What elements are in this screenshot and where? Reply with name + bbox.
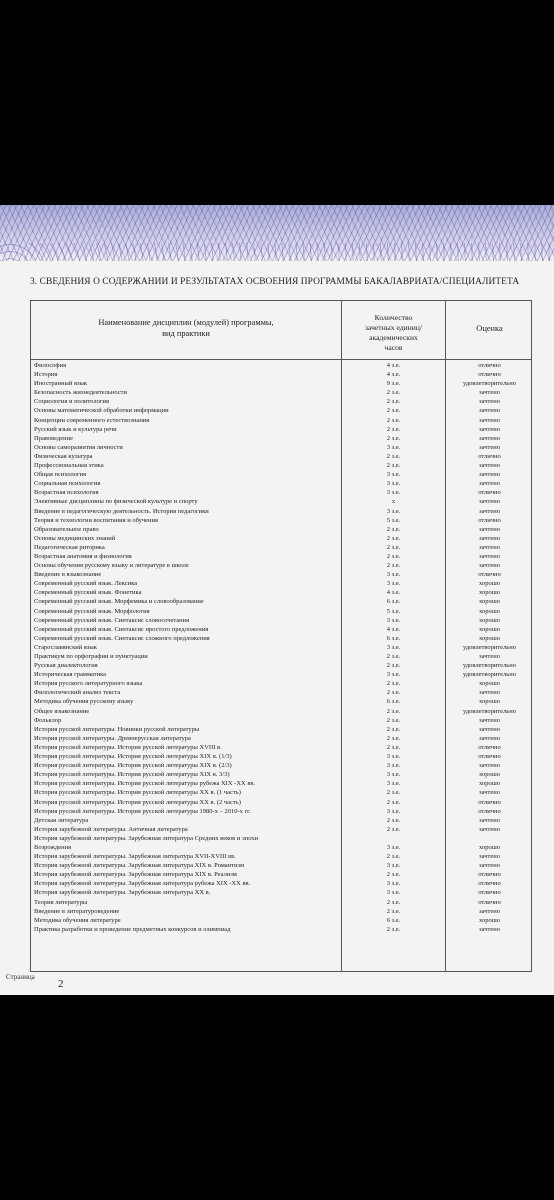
discipline-name: Филологический анализ текста (34, 689, 121, 697)
discipline-name: Социология и политология (34, 398, 109, 406)
discipline-name: Практика разработки и проведение предметных конкурсов и олимпиад (34, 925, 231, 933)
credits-cell: х (391, 498, 396, 506)
discipline-name: История русского литературного языка (34, 680, 143, 688)
table-row (31, 525, 531, 534)
grade-cell: отлично (478, 516, 501, 524)
credits-cell: 2 з.е. (386, 662, 401, 670)
discipline-name: Русская диалектология (34, 662, 98, 670)
grade-cell: отлично (478, 898, 501, 906)
credits-cell: 2 з.е. (386, 743, 401, 751)
discipline-name: История русской литературы. История русской литературы 1980-х – 2010-х гг. (34, 807, 251, 815)
discipline-name: История русской литературы. История русской литературы XVIII в. (34, 743, 222, 751)
grade-cell: зачтено (479, 434, 500, 442)
discipline-name: История русской литературы. История русской литературы XX в. (2 часть) (34, 798, 241, 806)
credits-cell: 2 з.е. (386, 707, 401, 715)
discipline-name: Детская литература (34, 816, 89, 824)
grade-cell: хорошо (478, 616, 500, 624)
credits-cell: 2 з.е. (386, 407, 401, 415)
grade-cell: отлично (478, 371, 501, 379)
discipline-name: Введение в педагогическую деятельность. История педагогики (34, 507, 209, 515)
credits-cell: 2 з.е. (386, 689, 401, 697)
header-grade: Оценка (476, 324, 503, 333)
credits-cell: 3 з.е. (386, 671, 401, 679)
credits-cell: 9 з.е. (386, 380, 401, 388)
header-credits: Количество зачетных единиц/ академических часов (365, 313, 422, 352)
grade-cell: зачтено (479, 471, 500, 479)
credits-cell: 4 з.е. (386, 625, 401, 633)
discipline-name: Теория и технологии воспитания и обучения (34, 516, 158, 524)
credits-cell: 2 з.е. (386, 416, 401, 424)
table-row (31, 416, 531, 425)
table-row (31, 870, 531, 879)
table-row (31, 670, 531, 679)
table-row (31, 734, 531, 743)
discipline-name: Возрастная психология (34, 489, 99, 497)
table-row (31, 807, 531, 816)
grade-cell: зачтено (479, 398, 500, 406)
grade-cell: зачтено (479, 543, 500, 551)
credits-cell: 3 з.е. (386, 880, 401, 888)
table-row (31, 634, 531, 643)
grade-cell: хорошо (478, 580, 500, 588)
grade-cell: удовлетворительно (462, 707, 516, 715)
table-row (31, 743, 531, 752)
discipline-name: История зарубежной литературы. Зарубежная литература XIX в. Романтизм (34, 862, 245, 870)
discipline-name: История русской литературы. Новинки русской литературы (34, 725, 200, 733)
grade-cell: зачтено (479, 862, 500, 870)
credits-cell: 3 з.е. (386, 580, 401, 588)
discipline-name: Социальная психология (34, 480, 101, 488)
grade-cell: зачтено (479, 853, 500, 861)
grade-cell: хорошо (478, 634, 500, 642)
credits-cell: 2 з.е. (386, 543, 401, 551)
credits-cell: 3 з.е. (386, 571, 401, 579)
discipline-name: Иностранный язык (34, 380, 88, 388)
discipline-name: Современный русский язык. Фонетика (34, 589, 142, 597)
credits-cell: 6 з.е. (386, 698, 401, 706)
table-row (31, 843, 531, 852)
discipline-name: Основы саморазвития личности (34, 443, 123, 451)
credits-cell: 3 з.е. (386, 507, 401, 515)
grade-cell: зачтено (479, 725, 500, 733)
table-row (31, 497, 531, 506)
table-row (31, 725, 531, 734)
discipline-name: Русский язык и культура речи (34, 425, 117, 433)
discipline-name: Фольклор (34, 716, 62, 724)
discipline-name: История зарубежной литературы. Зарубежная литература рубежа XIX -XX вв. (34, 880, 251, 888)
credits-cell: 4 з.е. (386, 589, 401, 597)
discipline-name: Концепции современного естествознания (34, 416, 150, 424)
grade-cell: удовлетворительно (462, 380, 516, 388)
table-row (31, 761, 531, 770)
page-label: Страница (6, 973, 35, 981)
discipline-name: Старославянский язык (34, 643, 97, 651)
table-body (31, 361, 531, 934)
credits-cell: 2 з.е. (386, 907, 401, 915)
document-page (0, 205, 554, 995)
discipline-name: Элективные дисциплины по физической культуре и спорту (34, 498, 198, 506)
grade-cell: зачтено (479, 425, 500, 433)
grade-cell: зачтено (479, 762, 500, 770)
grade-cell: хорошо (478, 680, 500, 688)
discipline-name: Методика обучения русскому языку (34, 698, 134, 706)
grade-cell: хорошо (478, 843, 500, 851)
grade-cell: отлично (478, 489, 501, 497)
table-row (31, 552, 531, 561)
credits-cell: 2 з.е. (386, 534, 401, 542)
credits-cell: 2 з.е. (386, 853, 401, 861)
discipline-name: Философия (34, 362, 67, 369)
credits-cell: 3 з.е. (386, 780, 401, 788)
table-row (31, 679, 531, 688)
table-row (31, 597, 531, 606)
credits-cell: 6 з.е. (386, 916, 401, 924)
discipline-name: История зарубежной литературы. Зарубежная литература XVII-XVIII вв. (34, 853, 236, 861)
grade-cell: зачтено (479, 825, 500, 833)
table-row (31, 588, 531, 597)
credits-cell: 5 з.е. (386, 516, 401, 524)
security-pattern-band (0, 205, 554, 261)
table-row (31, 507, 531, 516)
table-row (31, 779, 531, 788)
credits-cell: 3 з.е. (386, 643, 401, 651)
credits-cell: 2 з.е. (386, 552, 401, 560)
grade-cell: отлично (478, 871, 501, 879)
table-row (31, 898, 531, 907)
credits-cell: 2 з.е. (386, 398, 401, 406)
table-row (31, 788, 531, 797)
credits-cell: 3 з.е. (386, 480, 401, 488)
table-row (31, 697, 531, 706)
discipline-name: Профессиональная этика (34, 462, 104, 470)
header-discipline: Наименование дисциплин (модулей) программы, вид практики (98, 318, 274, 338)
grade-cell: отлично (478, 452, 501, 460)
grade-cell: отлично (478, 798, 501, 806)
discipline-name: Безопасность жизнедеятельности (34, 389, 127, 397)
table-row (31, 443, 531, 452)
table-row (31, 888, 531, 897)
credits-cell: 4 з.е. (386, 362, 401, 369)
table-row (31, 825, 531, 834)
discipline-name: Основы математической обработки информации (34, 407, 169, 415)
table-row (31, 688, 531, 697)
table-header (31, 301, 531, 360)
table-row (31, 570, 531, 579)
table-row (31, 643, 531, 652)
credits-cell: 2 з.е. (386, 816, 401, 824)
table-row (31, 607, 531, 616)
credits-cell: 2 з.е. (386, 434, 401, 442)
table-row (31, 616, 531, 625)
credits-cell: 2 з.е. (386, 871, 401, 879)
grade-cell: удовлетворительно (462, 671, 516, 679)
table-row (31, 770, 531, 779)
discipline-name: История зарубежной литературы. Зарубежная литература XIX в. Реализм (34, 871, 237, 879)
grade-cell: зачтено (479, 653, 500, 660)
grade-cell: зачтено (479, 734, 500, 742)
discipline-name: Педагогическая риторика (34, 543, 105, 551)
discipline-name: Современный русский язык. Морфология (34, 607, 150, 615)
credits-cell: 3 з.е. (386, 762, 401, 770)
discipline-name: Современный русский язык. Синтаксис сложного предложения (34, 634, 210, 642)
discipline-name: Современный русский язык. Синтаксис простого предложения (34, 625, 209, 633)
discipline-name: Возрождения (34, 843, 72, 851)
credits-cell: 2 з.е. (386, 525, 401, 533)
table-row (31, 752, 531, 761)
credits-cell: 2 з.е. (386, 389, 401, 397)
grade-cell: зачтено (479, 534, 500, 542)
credits-cell: 2 з.е. (386, 898, 401, 906)
grade-cell: хорошо (478, 625, 500, 633)
table-row (31, 425, 531, 434)
credits-cell: 3 з.е. (386, 443, 401, 451)
discipline-name: Общая психология (34, 471, 87, 479)
grade-cell: хорошо (478, 771, 500, 779)
grade-cell: хорошо (478, 698, 500, 706)
credits-cell: 2 з.е. (386, 653, 401, 660)
credits-cell: 3 з.е. (386, 753, 401, 761)
credits-cell: 3 з.е. (386, 807, 401, 815)
discipline-name: История зарубежной литературы. Зарубежная литература Средних веков и эпохи (34, 834, 259, 842)
credits-cell: 2 з.е. (386, 425, 401, 433)
table-row (31, 798, 531, 807)
discipline-name: Введение в литературоведение (34, 907, 120, 915)
credits-cell: 3 з.е. (386, 771, 401, 779)
credits-cell: 3 з.е. (386, 862, 401, 870)
table-row (31, 406, 531, 415)
grade-cell: зачтено (479, 562, 500, 570)
credits-cell: 3 з.е. (386, 471, 401, 479)
table-row (31, 534, 531, 543)
table-row (31, 707, 531, 716)
discipline-name: Методика обучения литературе (34, 916, 121, 924)
grade-cell: зачтено (479, 907, 500, 915)
discipline-name: Теория литературы (34, 898, 88, 906)
discipline-name: Возрастная анатомия и физиология (34, 552, 132, 560)
discipline-name: История русской литературы. История русской литературы XIX в. (2/3) (34, 762, 232, 770)
table-row (31, 834, 531, 843)
credits-cell: 2 з.е. (386, 462, 401, 470)
table-row (31, 925, 531, 934)
grade-cell: отлично (478, 571, 501, 579)
grade-cell: зачтено (479, 689, 500, 697)
grade-cell: зачтено (479, 443, 500, 451)
discipline-name: Историческая грамматика (34, 671, 107, 679)
credits-cell: 3 з.е. (386, 843, 401, 851)
discipline-name: История русской литературы. История русской литературы XIX в. (1/3) (34, 753, 232, 761)
grade-cell: хорошо (478, 607, 500, 615)
discipline-name: Введение в языкознание (34, 571, 102, 579)
discipline-name: История русской литературы. История русской литературы рубежа XIX -XX вв. (34, 780, 256, 788)
table-row (31, 516, 531, 525)
grade-cell: зачтено (479, 789, 500, 797)
grade-cell: зачтено (479, 480, 500, 488)
grade-cell: отлично (478, 753, 501, 761)
discipline-name: История зарубежной литературы. Античная литература (34, 825, 188, 833)
table-row (31, 625, 531, 634)
credits-cell: 2 з.е. (386, 925, 401, 933)
grade-cell: отлично (478, 889, 501, 897)
grade-cell: зачтено (479, 389, 500, 397)
table-row (31, 434, 531, 443)
discipline-name: Основы обучения русскому языку и литературе в школе (34, 562, 189, 570)
grade-cell: отлично (478, 362, 501, 369)
grade-cell: отлично (478, 807, 501, 815)
page-number: 2 (58, 978, 64, 990)
table-row (31, 561, 531, 570)
credits-cell: 2 з.е. (386, 798, 401, 806)
section-heading: 3. СВЕДЕНИЯ О СОДЕРЖАНИИ И РЕЗУЛЬТАТАХ ОСВОЕНИЯ ПРОГРАММЫ БАКАЛАВРИАТА/СПЕЦИАЛИТЕТА (30, 277, 520, 287)
credits-cell: 3 з.е. (386, 889, 401, 897)
credits-cell: 2 з.е. (386, 680, 401, 688)
credits-cell: 2 з.е. (386, 734, 401, 742)
table-row (31, 579, 531, 588)
discipline-name: Физическая культура (34, 452, 93, 460)
discipline-name: Правоведение (34, 434, 73, 442)
discipline-name: История зарубежной литературы. Зарубежная литература XX в. (34, 889, 211, 897)
grade-cell: зачтено (479, 925, 500, 933)
credits-cell: 2 з.е. (386, 716, 401, 724)
grade-cell: хорошо (478, 916, 500, 924)
table-row (31, 543, 531, 552)
grade-cell: зачтено (479, 507, 500, 515)
credits-cell: 2 з.е. (386, 825, 401, 833)
grade-cell: зачтено (479, 462, 500, 470)
credits-cell: 3 з.е. (386, 616, 401, 624)
table-row (31, 916, 531, 925)
discipline-name: История (34, 371, 58, 379)
table-row (31, 479, 531, 488)
grade-cell: зачтено (479, 816, 500, 824)
table-row (31, 488, 531, 497)
credits-cell: 3 з.е. (386, 489, 401, 497)
grade-cell: хорошо (478, 780, 500, 788)
credits-cell: 2 з.е. (386, 725, 401, 733)
table-row (31, 907, 531, 916)
credits-cell: 2 з.е. (386, 452, 401, 460)
grades-table (30, 300, 532, 972)
grade-cell: отлично (478, 880, 501, 888)
grade-cell: зачтено (479, 552, 500, 560)
table-row (31, 370, 531, 379)
discipline-name: Современный русский язык. Синтаксис словосочетания (34, 616, 190, 624)
table-row (31, 716, 531, 725)
discipline-name: Современный русский язык. Лексика (34, 580, 138, 588)
table-row (31, 388, 531, 397)
table-row (31, 852, 531, 861)
credits-cell: 2 з.е. (386, 789, 401, 797)
credits-cell: 6 з.е. (386, 634, 401, 642)
table-row (31, 879, 531, 888)
grade-cell: зачтено (479, 716, 500, 724)
table-row (31, 470, 531, 479)
table-row (31, 661, 531, 670)
table-row (31, 452, 531, 461)
table-row (31, 379, 531, 388)
grade-cell: удовлетворительно (462, 643, 516, 651)
grade-cell: удовлетворительно (462, 662, 516, 670)
discipline-name: История русской литературы. История русской литературы XX в. (1 часть) (34, 789, 241, 797)
table-row (31, 461, 531, 470)
grade-cell: отлично (478, 743, 501, 751)
grade-cell: зачтено (479, 416, 500, 424)
table-row (31, 816, 531, 825)
discipline-name: Современный русский язык. Морфемика и словообразование (34, 598, 204, 606)
credits-cell: 5 з.е. (386, 607, 401, 615)
grade-cell: хорошо (478, 598, 500, 606)
grade-cell: зачтено (479, 525, 500, 533)
table-row (31, 361, 531, 370)
discipline-name: История русской литературы. Древнерусская литература (34, 734, 191, 742)
credits-cell: 2 з.е. (386, 562, 401, 570)
discipline-name: Основы медицинских знаний (34, 534, 116, 542)
discipline-name: Общее языкознание (34, 707, 90, 715)
discipline-name: История русской литературы. История русской литературы XIX в. 3/3) (34, 771, 230, 779)
table-row (31, 861, 531, 870)
table-row (31, 397, 531, 406)
table-row (31, 652, 531, 661)
grade-cell: зачтено (479, 498, 500, 506)
credits-cell: 6 з.е. (386, 598, 401, 606)
grade-cell: зачтено (479, 407, 500, 415)
grade-cell: хорошо (478, 589, 500, 597)
discipline-name: Практикум по орфографии и пунктуации (34, 653, 148, 660)
credits-cell: 4 з.е. (386, 371, 401, 379)
discipline-name: Образовательное право (34, 525, 99, 533)
